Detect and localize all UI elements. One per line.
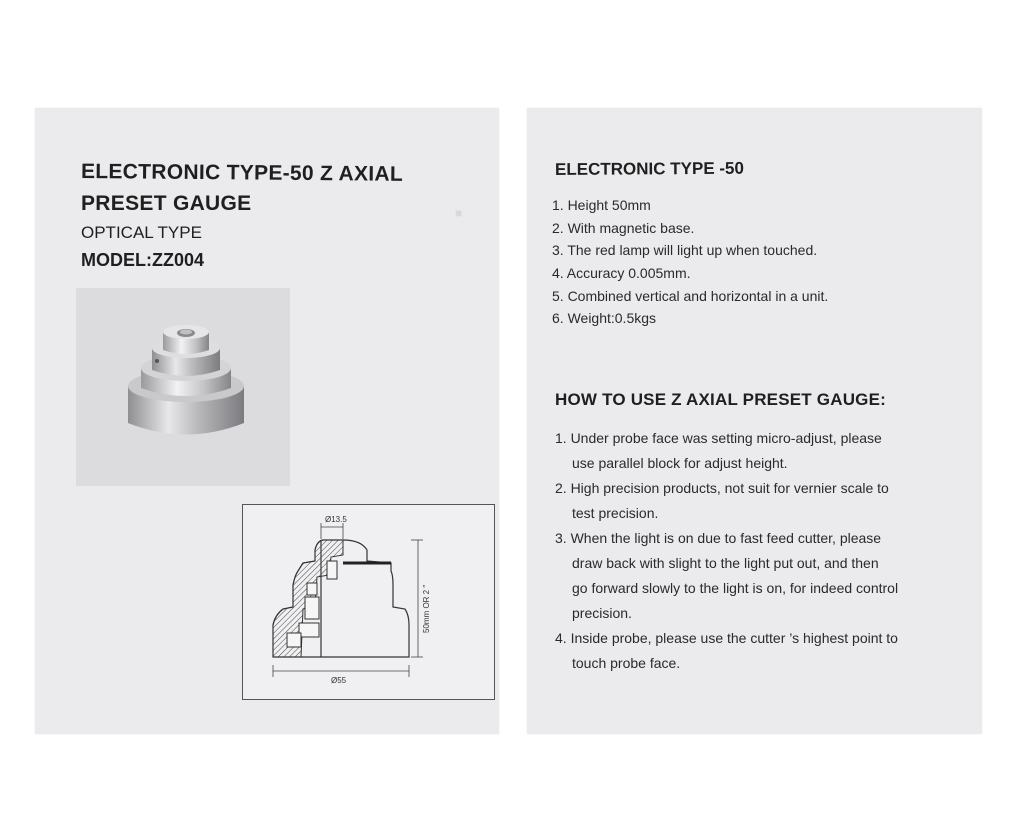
howto-title: HOW TO USE Z AXIAL PRESET GAUGE: [555, 390, 887, 409]
howto-list [555, 426, 975, 676]
left-title-line-2: PRESET GAUGE [81, 192, 252, 215]
left-subtitle: OPTICAL TYPE [81, 223, 202, 242]
top-diameter-label: Ø13.5 [325, 515, 347, 524]
left-title-line-1: ELECTRONIC TYPE-50 Z AXIAL [80, 160, 404, 186]
spec-item: 3. The red lamp will light up when touched. [552, 242, 818, 259]
spec-item: 6. Weight:0.5kgs [552, 310, 657, 327]
left-sheet [35, 108, 499, 734]
technical-drawing [242, 504, 495, 700]
howto-line: 4. Inside probe, please use the cutter ’s highest point to [555, 630, 898, 646]
spec-item: 4. Accuracy 0.005mm. [552, 265, 691, 282]
model-number: MODEL:ZZ004 [81, 250, 205, 270]
howto-item [555, 426, 975, 476]
cross-section-diagram [243, 505, 494, 699]
height-dimension-label: 50mm OR 2 " [422, 584, 431, 633]
howto-line: 2. High precision products, not suit for vernier scale to [555, 480, 889, 496]
howto-line: precision. [572, 605, 632, 621]
howto-line: touch probe face. [572, 655, 681, 671]
gauge-photo-icon [76, 288, 290, 486]
howto-line: 1. Under probe face was setting micro-adjust, please [555, 430, 882, 446]
spec-item: 1. Height 50mm [552, 197, 651, 213]
spec-list [552, 194, 962, 330]
product-photo [76, 288, 290, 486]
right-sheet [527, 108, 982, 734]
howto-line: go forward slowly to the light is on, for indeed control [572, 580, 899, 596]
howto-line: test precision. [572, 505, 659, 521]
howto-item [555, 476, 975, 526]
howto-line: draw back with slight to the light put out, and then [572, 555, 879, 571]
howto-item [555, 626, 975, 676]
howto-line: 3. When the light is on due to fast feed cutter, please [555, 530, 882, 546]
spec-title: ELECTRONIC TYPE -50 [554, 158, 744, 179]
howto-item [555, 526, 975, 626]
base-diameter-label: Ø55 [331, 676, 347, 685]
spec-item: 2. With magnetic base. [552, 219, 695, 236]
show-through-text: ■ [455, 206, 463, 220]
spec-item: 5. Combined vertical and horizontal in a unit. [552, 287, 829, 304]
howto-line: use parallel block for adjust height. [572, 455, 788, 471]
